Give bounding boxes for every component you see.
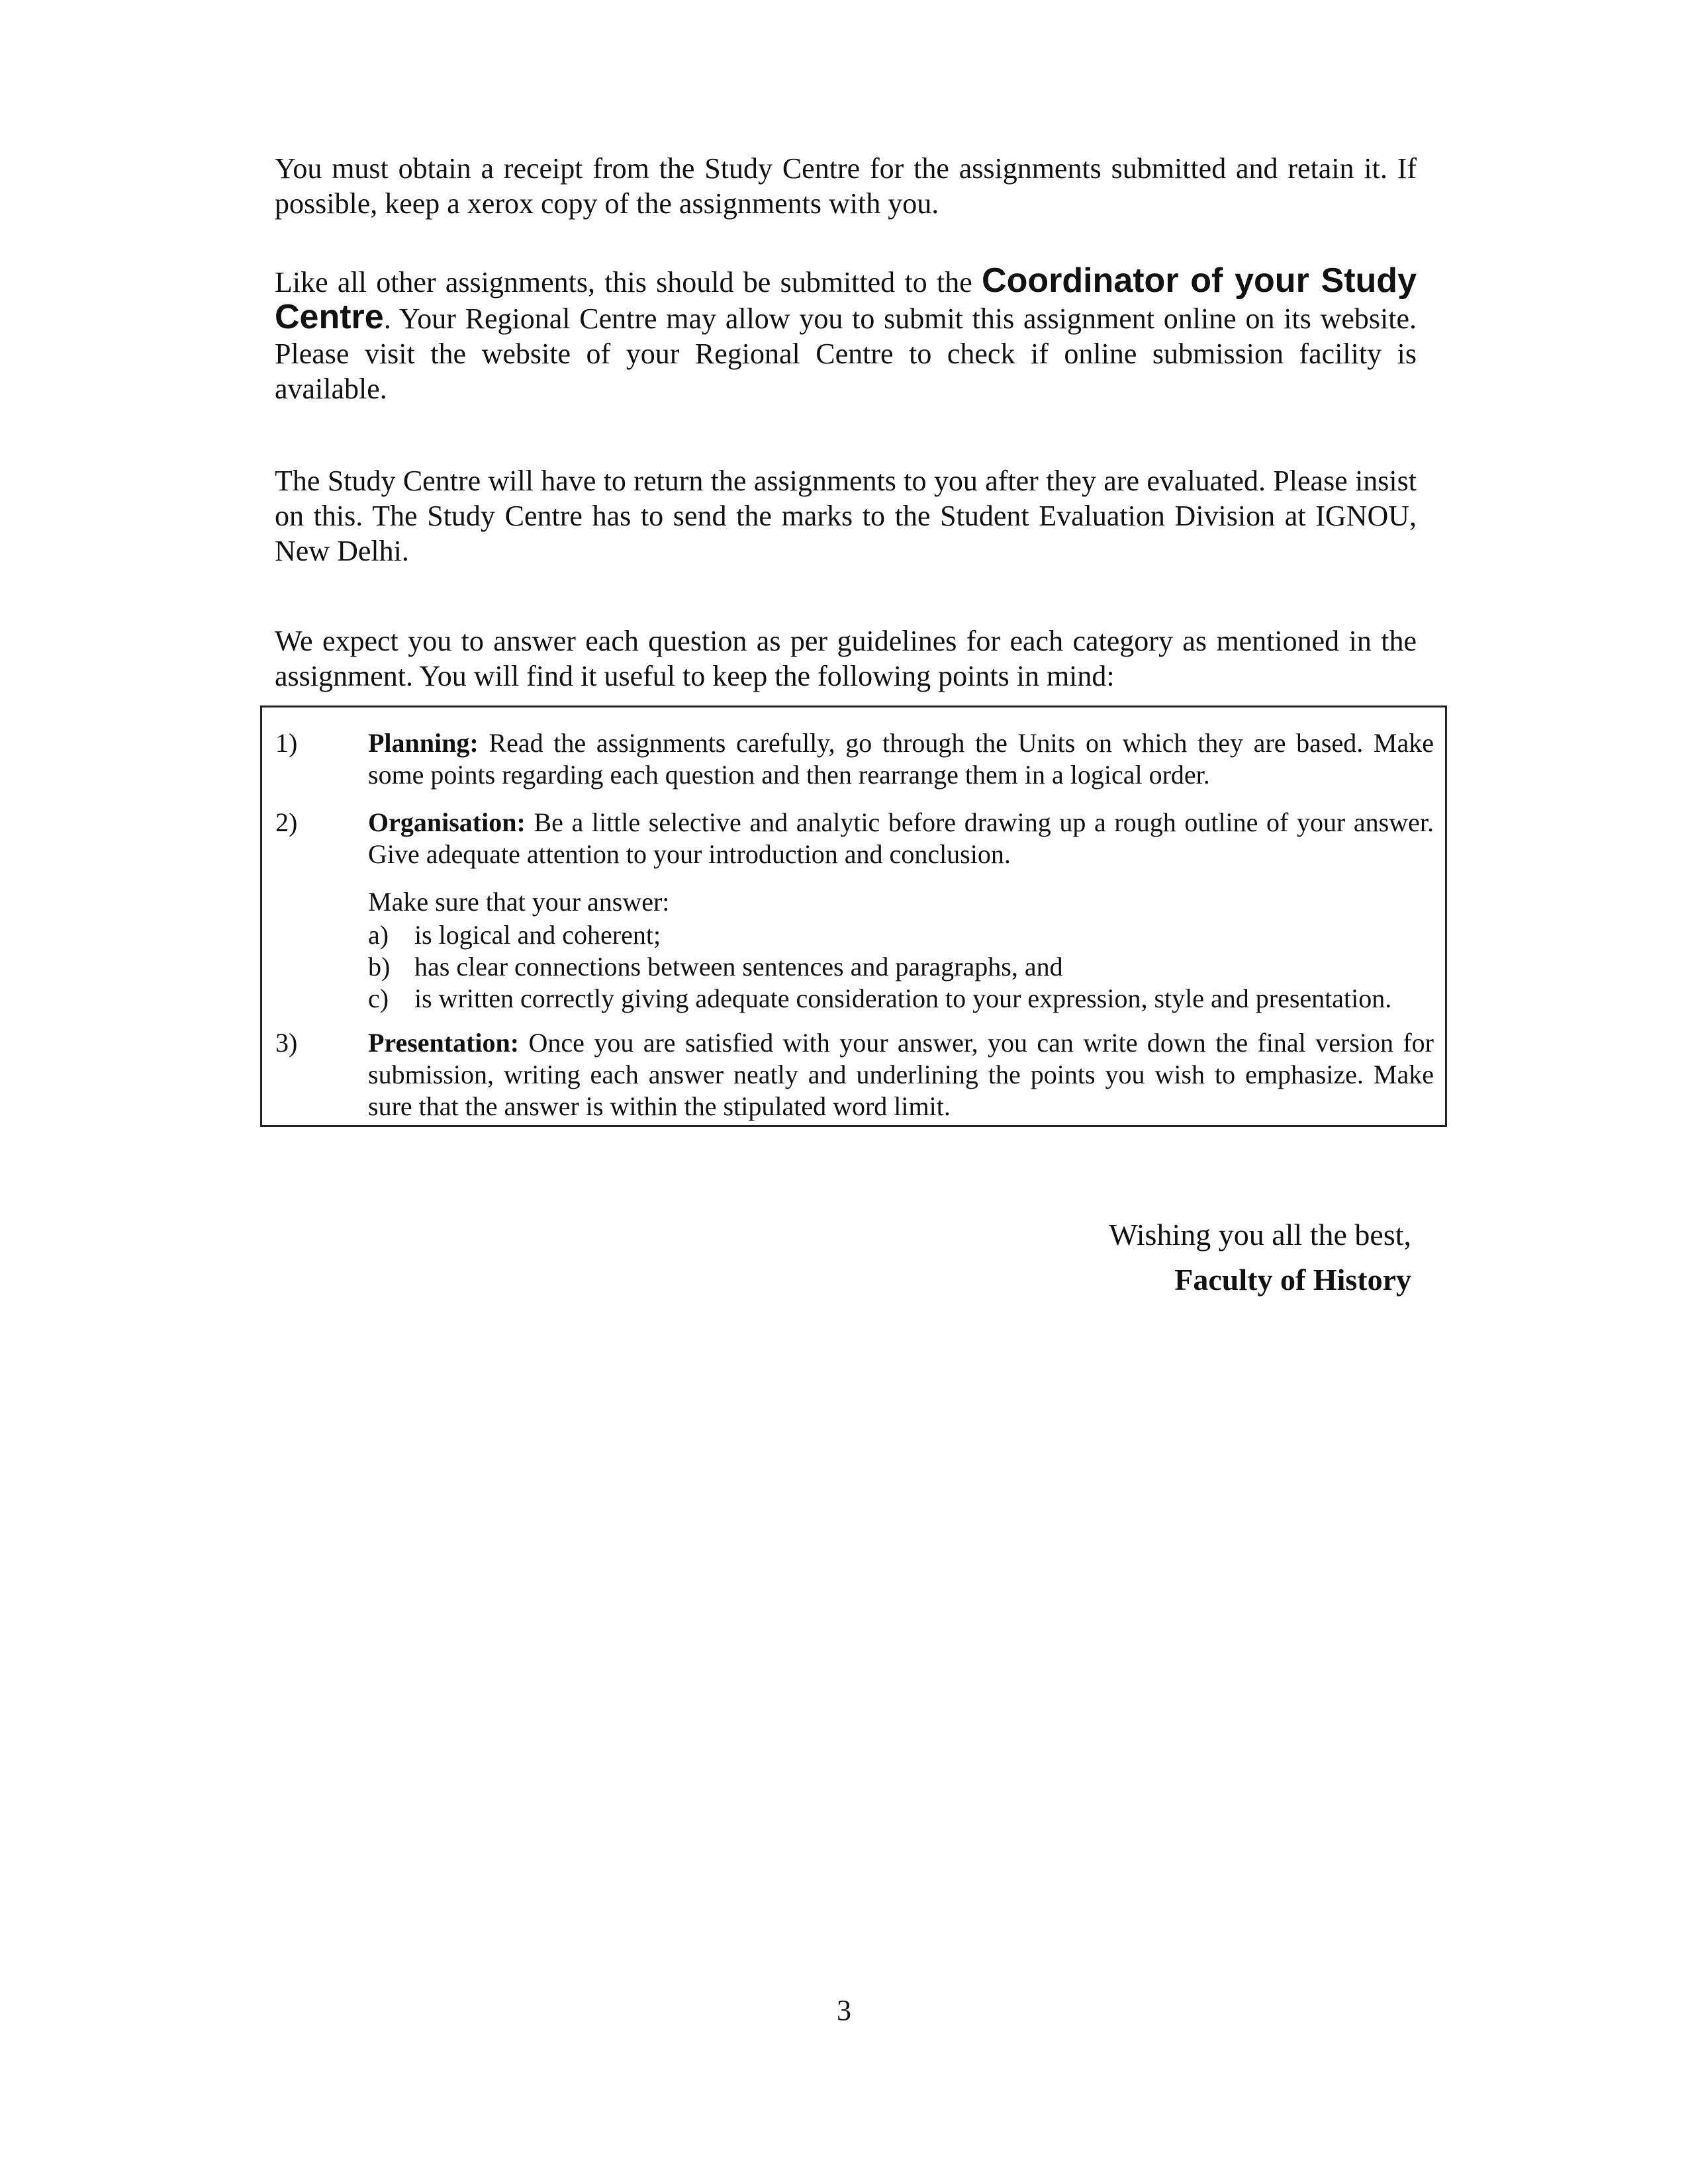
list-item-letter: c) <box>368 983 389 1013</box>
sub-list-intro: Make sure that your answer: <box>368 887 670 917</box>
guidelines-intro-paragraph: We expect you to answer each question as per guidelines for each category as mentioned in the assignment. You will find it useful to keep the following points in mind: <box>275 625 1417 692</box>
list-item <box>368 919 1434 951</box>
guideline-heading: Planning: <box>368 728 479 758</box>
guideline-text: Be a little selective and analytic before drawing up a rough outline of your answer. Give adequate attention to your introduction and conclusion. <box>368 807 1434 869</box>
list-item-text: is logical and coherent; <box>414 920 661 950</box>
guideline-body <box>368 807 1434 870</box>
list-item <box>368 983 1434 1015</box>
guidelines-box <box>260 705 1447 1127</box>
guideline-body <box>368 727 1434 791</box>
guideline-number: 3) <box>275 1028 298 1058</box>
guideline-number: 2) <box>275 807 298 837</box>
page-number: 3 <box>837 1994 851 2026</box>
list-item-letter: a) <box>368 920 389 950</box>
coordinator-emphasis: Coordinator of your Study Centre <box>275 261 1417 336</box>
submission-text-before: Like all other assignments, this should be submitted to the <box>275 266 982 298</box>
guideline-number: 1) <box>275 728 298 758</box>
closing-signature: Faculty of History <box>1174 1263 1411 1297</box>
guideline-text: Read the assignments carefully, go through the Units on which they are based. Make some points regarding each question and then rearrange them in a logical order. <box>368 728 1434 790</box>
evaluation-paragraph: The Study Centre will have to return the assignments to you after they are evaluated. Please insist on this. The Study Centre has to send the marks to the Student Evaluation Division at IGNOU, New Delhi. <box>275 465 1417 567</box>
submission-paragraph <box>275 263 1417 406</box>
closing-block <box>1109 1212 1411 1302</box>
guideline-heading: Presentation: <box>368 1028 520 1058</box>
list-item-text: is written correctly giving adequate consideration to your expression, style and presentation. <box>414 983 1392 1013</box>
list-item <box>368 951 1434 983</box>
list-item-letter: b) <box>368 952 391 981</box>
guideline-body <box>368 1027 1434 1122</box>
guideline-heading: Organisation: <box>368 807 526 837</box>
answer-criteria-list <box>368 919 1434 1015</box>
submission-text-after: . Your Regional Centre may allow you to submit this assignment online on its website. Please visit the website of your Regional Centre to check if online submission facility is available. <box>275 302 1417 405</box>
list-item-text: has clear connections between sentences and paragraphs, and <box>414 952 1063 981</box>
receipt-paragraph: You must obtain a receipt from the Study Centre for the assignments submitted and retain it. If possible, keep a xerox copy of the assignments with you. <box>275 152 1417 220</box>
guideline-text: Once you are satisfied with your answer, you can write down the final version for submission, writing each answer neatly and underlining the points you wish to emphasize. Make sure that the answer is within the stipulated word limit. <box>368 1028 1434 1121</box>
closing-greeting: Wishing you all the best, <box>1109 1218 1411 1251</box>
